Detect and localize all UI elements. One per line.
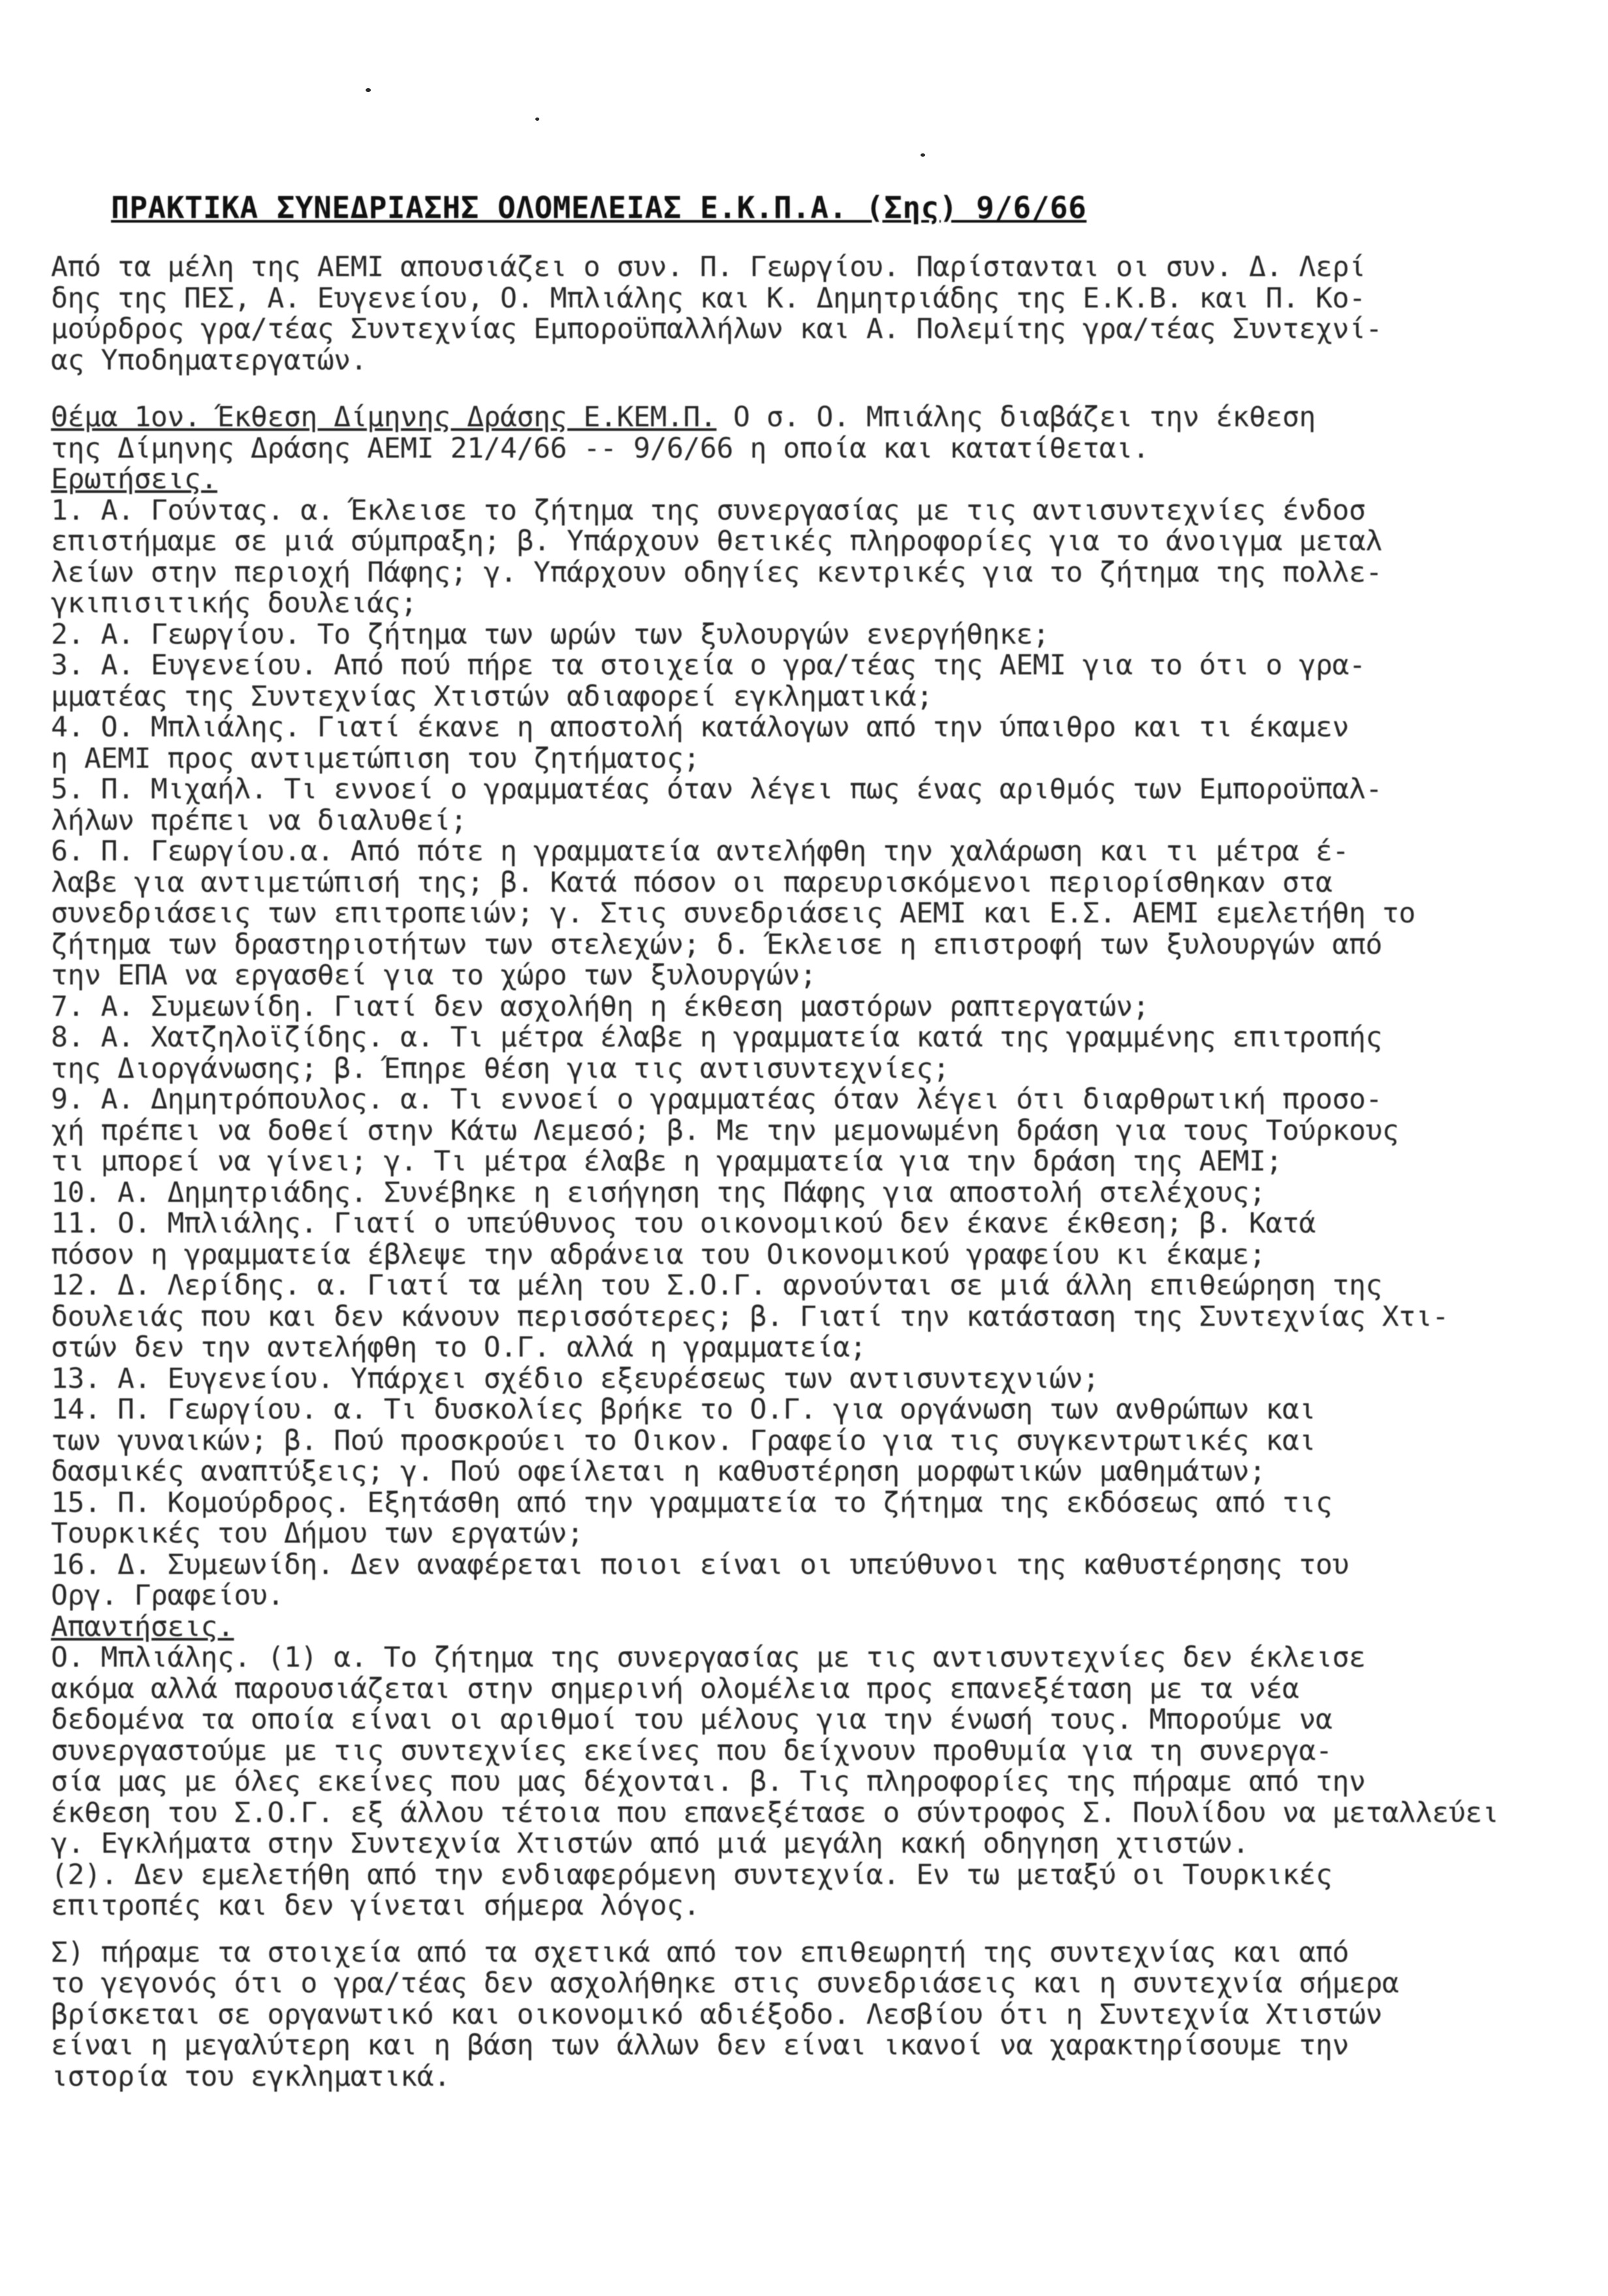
questions-heading: Ερωτήσεις. (51, 464, 217, 495)
question-line: τι μπορεί να γίνει; γ. Τι μέτρα έλαβε η γραμματεία για την δράση της ΑΕΜΙ; (51, 1146, 1283, 1178)
question-item (51, 1208, 1553, 1270)
question-line: δασμικές αναπτύξεις; γ. Πού οφείλεται η καθυστέρηση μορφωτικών μαθημάτων; (51, 1456, 1266, 1488)
question-item (51, 495, 1553, 620)
question-line: 12. Δ. Λερίδης. α. Γιατί τα μέλη του Σ.Ο.Γ. αρνούνται σε μιά άλλη επιθεώρηση της (51, 1270, 1383, 1302)
question-line: χή πρέπει να δοθεί στην Κάτω Λεμεσό; β. Με την μεμονωμένη δράση για τους Τούρκους (51, 1115, 1399, 1146)
intro-line: ας Υποδηματεργατών. (51, 345, 368, 376)
answer-line: (2). Δεν εμελετήθη από την ενδιαφερόμενη συντεχνία. Εν τω μεταξύ οι Τουρκικές (51, 1859, 1332, 1891)
question-line: 8. Α. Χατζηλοϊζίδης. α. Τι μέτρα έλαβε η γραμματεία κατά της γραμμένης επιτροπής (51, 1022, 1383, 1054)
answers-heading: Απαντήσεις. (51, 1611, 234, 1643)
question-item (51, 774, 1553, 836)
question-line: συνεδριάσεις των επιτροπειών; γ. Στις συνεδριάσεις ΑΕΜΙ και Ε.Σ. ΑΕΜΙ εμελετήθη το (51, 898, 1416, 930)
answer-line: δεδομένα τα οποία είναι οι αριθμοί του μέλους για την ένωσή τους. Μπορούμε να (51, 1705, 1332, 1736)
agenda-heading: Θέμα 1ον. Έκθεση Δίμηνης Δράσης Ε.ΚΕΜ.Π. (51, 402, 717, 433)
question-line: 11. Ο. Μπλιάλης. Γιατί ο υπεύθυνος του οικονομικού δεν έκανε έκθεση; β. Κατά (51, 1208, 1316, 1240)
question-line: 3. Α. Ευγενείου. Από πού πήρε τα στοιχεία ο γρα/τέας της ΑΕΜΙ για το ότι ο γρα- (51, 650, 1366, 682)
document-title: ΠΡΑΚΤΙΚΑ ΣΥΝΕΔΡΙΑΣΗΣ ΟΛΟΜΕΛΕΙΑΣ Ε.Κ.Π.Α. (Σης) 9/6/66 (111, 190, 1087, 225)
closing-line: Σ) πήραμε τα στοιχεία από τα σχετικά από τον επιθεωρητή της συντεχνίας και από (51, 1937, 1349, 1968)
answers-block (51, 1643, 1553, 1922)
question-line: 6. Π. Γεωργίου.α. Από πότε η γραμματεία αντελήφθη την χαλάρωση και τι μέτρα έ- (51, 836, 1349, 868)
question-line: Τουρκικές του Δήμου των εργατών; (51, 1518, 584, 1550)
question-line: λαβε για αντιμετώπισή της; β. Κατά πόσον οι παρευρισκόμενοι περιορίσθηκαν στα (51, 867, 1332, 898)
closing-line: είναι η μεγαλύτερη και η βάση των άλλων δεν είναι ικανοί να χαρακτηρίσουμε την (51, 2030, 1349, 2062)
question-line: μματέας της Συντεχνίας Χτιστών αδιαφορεί εγκληματικά; (51, 681, 933, 712)
question-line: 13. Α. Ευγενείου. Υπάρχει σχέδιο εξευρέσεως των αντισυντεχνιών; (51, 1363, 1099, 1394)
question-item (51, 992, 1553, 1023)
answer-line: γ. Εγκλήματα στην Συντεχνία Χτιστών από μιά μεγάλη κακή οδηγηση χτιστών. (51, 1829, 1250, 1860)
question-line: η ΑΕΜΙ προς αντιμετώπιση του ζητήματος; (51, 743, 701, 774)
closing-line: ιστορία του εγκληματικά. (51, 2061, 450, 2092)
question-line: ζήτημα των δραστηριοτήτων των στελεχών; δ. Έκλεισε η επιστροφή των ξυλουργών από (51, 929, 1383, 960)
answer-line: ακόμα αλλά παρουσιάζεται στην σημερινή ολομέλεια προς επανεξέταση με τα νέα (51, 1673, 1299, 1705)
intro-line: Από τα μέλη της ΑΕΜΙ απουσιάζει ο συν. Π. Γεωργίου. Παρίστανται οι συν. Δ. Λερί (51, 252, 1366, 283)
question-item (51, 1488, 1553, 1550)
questions-list (51, 495, 1553, 1612)
question-line: 16. Δ. Συμεωνίδη. Δεν αναφέρεται ποιοι είναι οι υπεύθυνοι της καθυστέρησης του (51, 1549, 1349, 1580)
question-item (51, 712, 1553, 774)
question-line: 10. Α. Δημητριάδης. Συνέβηκε η εισήγηση της Πάφης για αποστολή στελέχους; (51, 1177, 1266, 1208)
agenda-text: Ο σ. Ο. Μπιάλης διαβάζει την έκθεση (733, 402, 1316, 433)
question-item (51, 1364, 1553, 1395)
agenda-line (51, 402, 1553, 433)
question-line: στών δεν την αντελήφθη το Ο.Γ. αλλά η γραμματεία; (51, 1332, 866, 1364)
question-item (51, 650, 1553, 712)
answer-line: συνεργαστούμε με τις συντεχνίες εκείνες που δείχνουν προθυμία για τη συνεργα- (51, 1735, 1332, 1767)
question-item (51, 1178, 1553, 1209)
question-line: 2. Α. Γεωργίου. Το ζήτημα των ωρών των ξυλουργών ενεργήθηκε; (51, 619, 1050, 650)
question-line: δουλειάς που και δεν κάνουν περισσότερες; β. Γιατί την κατάσταση της Συντεχνίας Χτι- (51, 1301, 1449, 1332)
intro-line: μούρδρος γρα/τέας Συντεχνίας Εμποροϋπαλλήλων και Α. Πολεμίτης γρα/τέας Συντεχνί- (51, 314, 1383, 345)
answer-line: έκθεση του Σ.Ο.Γ. εξ άλλου τέτοια που επανεξέτασε ο σύντροφος Σ. Πουλίδου να μεταλλεύει (51, 1797, 1499, 1829)
question-line: λήλων πρέπει να διαλυθεί; (51, 805, 467, 836)
question-line: επιστήμαμε σε μιά σύμπραξη; β. Υπάρχουν θετικές πληροφορίες για το άνοιγμα μεταλ (51, 526, 1383, 558)
question-item (51, 620, 1553, 651)
question-item (51, 1394, 1553, 1488)
answer-line: Ο. Μπλιάλης. (1) α. Το ζήτημα της συνεργασίας με τις αντισυντεχνίες δεν έκλεισε (51, 1643, 1366, 1674)
question-line: 4. Ο. Μπλιάλης. Γιατί έκανε η αποστολή κατάλογων από την ύπαιθρο και τι έκαμεν (51, 712, 1349, 744)
question-line: 1. Α. Γούντας. α. Έκλεισε το ζήτημα της συνεργασίας με τις αντισυντεχνίες ένδοσ (51, 495, 1366, 526)
scan-speck (535, 118, 539, 121)
intro-paragraph (51, 252, 1553, 376)
answer-line: σία μας με όλες εκείνες που μας δέχονται. β. Τις πληροφορίες της πήραμε από την (51, 1767, 1366, 1798)
question-line: Οργ. Γραφείου. (51, 1580, 284, 1612)
question-line: την ΕΠΑ να εργασθεί για το χώρο των ξυλουργών; (51, 960, 817, 992)
closing-line: το γεγονός ότι ο γρα/τέας δεν ασχολήθηκε στις συνεδριάσεις και η συντεχνία σήμερα (51, 1968, 1399, 2000)
question-line: πόσον η γραμματεία έβλεψε την αδράνεια του Οικονομικού γραφείου κι έκαμε; (51, 1239, 1266, 1270)
scan-speck (366, 88, 371, 92)
question-line: γκιπισιτικής δουλειάς; (51, 588, 417, 620)
intro-line: δης της ΠΕΣ, Α. Ευγενείου, Ο. Μπλιάλης και Κ. Δημητριάδης της Ε.Κ.Β. και Π. Κο- (51, 283, 1366, 314)
question-item (51, 1084, 1553, 1178)
question-line: 5. Π. Μιχαήλ. Τι εννοεί ο γραμματέας όταν λέγει πως ένας αριθμός των Εμποροϋπαλ- (51, 774, 1383, 806)
document-body (51, 252, 1553, 2092)
question-line: 15. Π. Κομούρδρος. Εξητάσθη από την γραμματεία το ζήτημα της εκδόσεως από τις (51, 1487, 1332, 1518)
question-item (51, 1550, 1553, 1612)
answer-line: επιτροπές και δεν γίνεται σήμερα λόγος. (51, 1891, 701, 1922)
question-item (51, 1022, 1553, 1084)
question-item (51, 1270, 1553, 1364)
question-line: 14. Π. Γεωργίου. α. Τι δυσκολίες βρήκε το Ο.Γ. για οργάνωση των ανθρώπων και (51, 1394, 1316, 1426)
question-line: 9. Α. Δημητρόπουλος. α. Τι εννοεί ο γραμματέας όταν λέγει ότι διαρθρωτική προσο- (51, 1084, 1383, 1116)
agenda-continued: της Δίμηνης Δράσης ΑΕΜΙ 21/4/66 -- 9/6/66 η οποία και κατατίθεται. (51, 433, 1150, 464)
question-line: 7. Α. Συμεωνίδη. Γιατί δεν ασχολήθη η έκθεση μαστόρων ραπτεργατών; (51, 991, 1150, 1022)
question-line: των γυναικών; β. Πού προσκρούει το Οικον. Γραφείο για τις συγκεντρωτικές και (51, 1425, 1316, 1456)
closing-paragraph (51, 1938, 1553, 2093)
question-line: λείων στην περιοχή Πάφης; γ. Υπάρχουν οδηγίες κεντρικές για το ζήτημα της πολλε- (51, 557, 1383, 588)
question-item (51, 836, 1553, 992)
question-line: της Διοργάνωσης; β. Έπηρε θέση για τις αντισυντεχνίες; (51, 1053, 950, 1084)
closing-line: βρίσκεται σε οργανωτικό και οικονομικό αδιέξοδο. Λεσβίου ότι η Συντεχνία Χτιστών (51, 1999, 1383, 2030)
scan-speck (921, 153, 925, 157)
